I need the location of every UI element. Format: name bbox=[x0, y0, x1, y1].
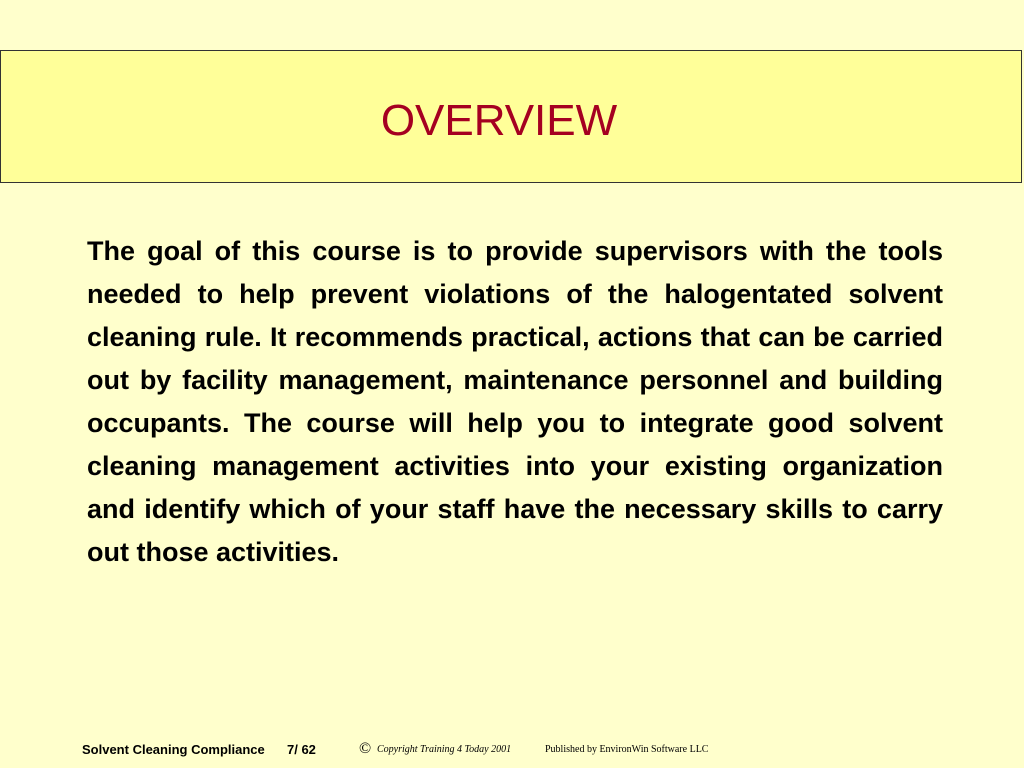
copyright-icon: © bbox=[359, 740, 372, 757]
footer-course-title: Solvent Cleaning Compliance bbox=[82, 742, 265, 757]
slide-footer bbox=[0, 740, 1024, 760]
slide-title: OVERVIEW bbox=[380, 96, 618, 145]
title-banner bbox=[0, 50, 1022, 183]
footer-copyright: Copyright Training 4 Today 2001 bbox=[377, 744, 512, 755]
footer-page-number: 7/ 62 bbox=[287, 742, 316, 757]
overview-paragraph: The goal of this course is to provide supervisors with the tools needed to help prevent violations of the halogentated solvent cleaning rule. It recommends practical, actions that can be carried out by facility management, maintenance personnel and building occupants. The course will help you to integrate good solvent cleaning management activities into your existing organization and identify which of your staff have the necessary skills to carry out those activities. bbox=[87, 236, 943, 567]
footer-publisher: Published by EnvironWin Software LLC bbox=[545, 744, 709, 755]
